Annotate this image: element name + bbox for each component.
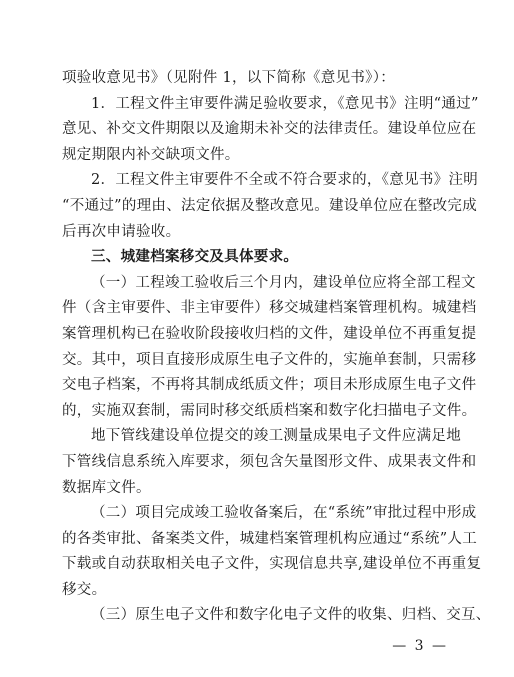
- body-text-line: 规定期限内补交缺项文件。: [62, 146, 240, 163]
- document-body: [62, 66, 491, 629]
- body-text-line: “不通过”的理由、法定依据及整改意见。建设单位应在整改完成: [62, 197, 478, 214]
- body-text-line: 的各类审批、备案类文件，城建档案管理机构应通过“系统”人工: [62, 530, 478, 547]
- body-text-line: 移交。: [62, 581, 107, 598]
- body-text-line: 1．工程文件主审要件满足验收要求，《意见书》注明“通过”: [91, 95, 479, 112]
- body-text-line: （一）工程竣工验收后三个月内，建设单位应将全部工程文: [91, 274, 476, 291]
- page-number: — 3 —: [392, 638, 448, 654]
- body-text-line: 2．工程文件主审要件不全或不符合要求的，《意见书》注明: [91, 172, 479, 189]
- body-text-line: 案管理机构已在验收阶段接收归档的文件，建设单位不再重复提: [62, 325, 477, 342]
- body-text-line: 交电子档案，不再将其制成纸质文件；项目未形成原生电子文件: [62, 377, 477, 394]
- body-text-line: 项验收意见书》（见附件 1，以下简称《意见书》）：: [62, 70, 396, 86]
- section-heading: 三、城建档案移交及具体要求。: [91, 249, 299, 266]
- body-text-line: 的，实施双套制，需同时移交纸质档案和数字化扫描电子文件。: [62, 402, 477, 419]
- body-text-line: 件（含主审要件、非主审要件）移交城建档案管理机构。城建档: [62, 300, 477, 317]
- body-text-line: 意见、补交文件期限以及逾期未补交的法律责任。建设单位应在: [62, 121, 477, 138]
- body-text-line: 后再次申请验收。: [62, 223, 181, 240]
- body-text-line: 数据库文件。: [62, 479, 151, 496]
- body-text-line: （二）项目完成竣工验收备案后，在“系统”审批过程中形成: [91, 505, 477, 522]
- body-text-line: 交。其中，项目直接形成原生电子文件的，实施单套制，只需移: [62, 351, 477, 368]
- body-text-line: 地下管线建设单位提交的竣工测量成果电子文件应满足地: [91, 428, 461, 445]
- body-text-line: 下管线信息系统入库要求，须包含矢量图形文件、成果表文件和: [62, 453, 477, 470]
- body-text-line: （三）原生电子文件和数字化电子文件的收集、归档、交互、: [91, 607, 491, 624]
- body-text-line: 下载或自动获取相关电子文件，实现信息共享,建设单位不再重复: [62, 556, 482, 573]
